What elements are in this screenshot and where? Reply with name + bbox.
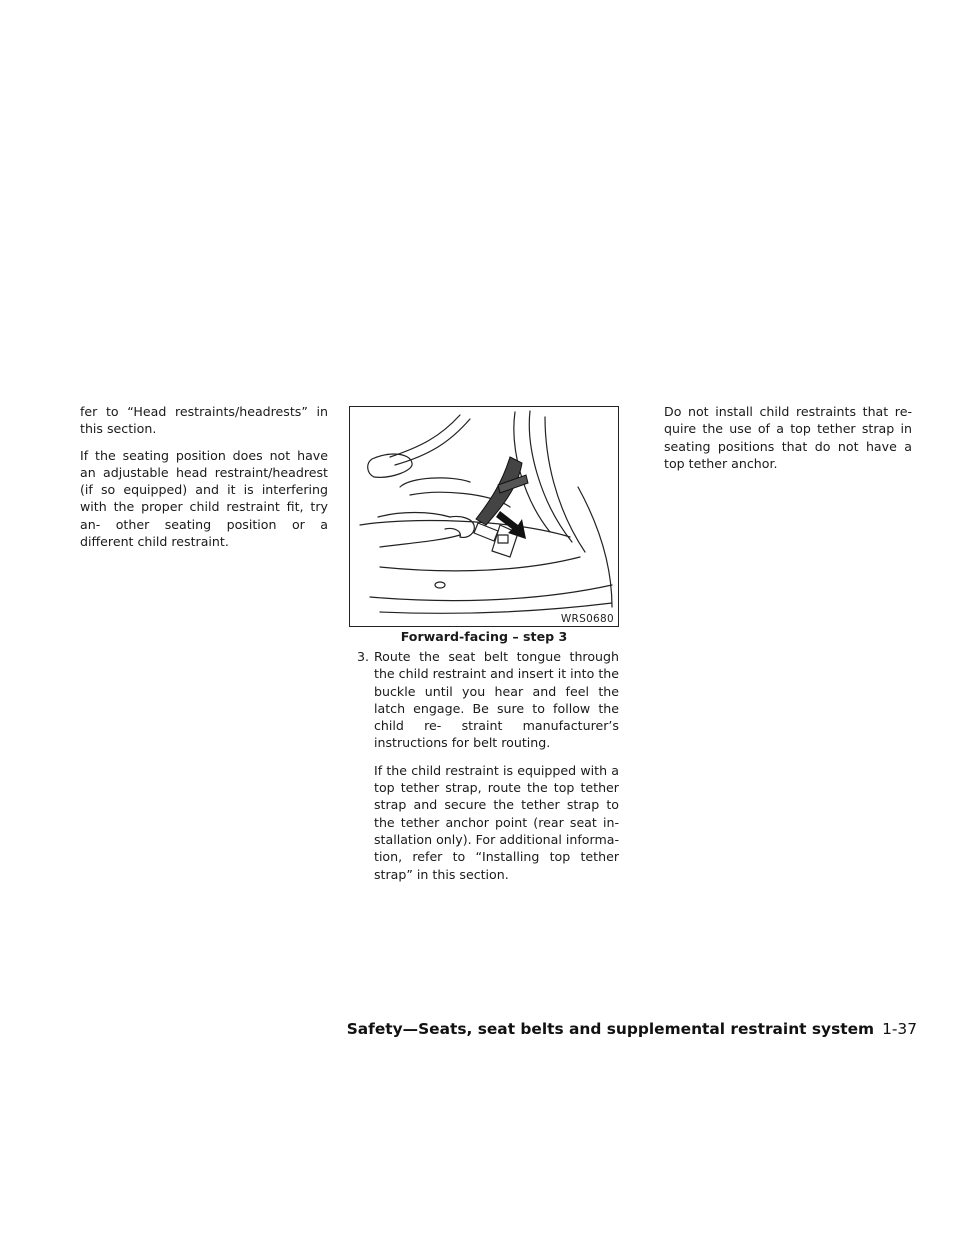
right-column [664,403,912,481]
step-3-paragraph-1: Route the seat belt tongue through the child restraint and insert it into the buckle until you hear and feel the latch engage. Be sure to follow the child re‑ straint manufacturer’s instructions for belt routing. [374,649,619,751]
left-column [80,403,328,559]
left-paragraph-1: fer to “Head restraints/headrests” in this section. [80,404,328,437]
right-paragraph-1: Do not install child restraints that re‑ quire the use of a top tether strap in seating positions that do not have a top tether anchor. [664,404,912,471]
figure-code: WRS0680 [560,613,614,625]
seat-belt-illustration [350,407,618,626]
step-3-paragraph-2: If the child restraint is equipped with a top tether strap, route the top tether strap and secure the tether strap to the tether anchor point (rear seat in‑ stallation only). For additional informa‑ tion, refer to “Installing top tether strap” in this section. [374,762,619,882]
figure-seat-belt-illustration [349,406,619,627]
page-number: 1-37 [882,1020,917,1038]
left-paragraph-2: If the seating position does not have an adjustable head restraint/headrest (if so equipped) and it is interfering with the proper child restraint fit, try an‑ other seating position or a different child restraint. [80,447,328,550]
step-3 [357,648,619,892]
footer-section-title: Safety—Seats, seat belts and supplemental restraint system [346,1020,875,1038]
figure-caption: Forward-facing – step 3 [400,629,568,644]
page-footer [347,1020,917,1038]
step-number: 3. [357,649,370,664]
